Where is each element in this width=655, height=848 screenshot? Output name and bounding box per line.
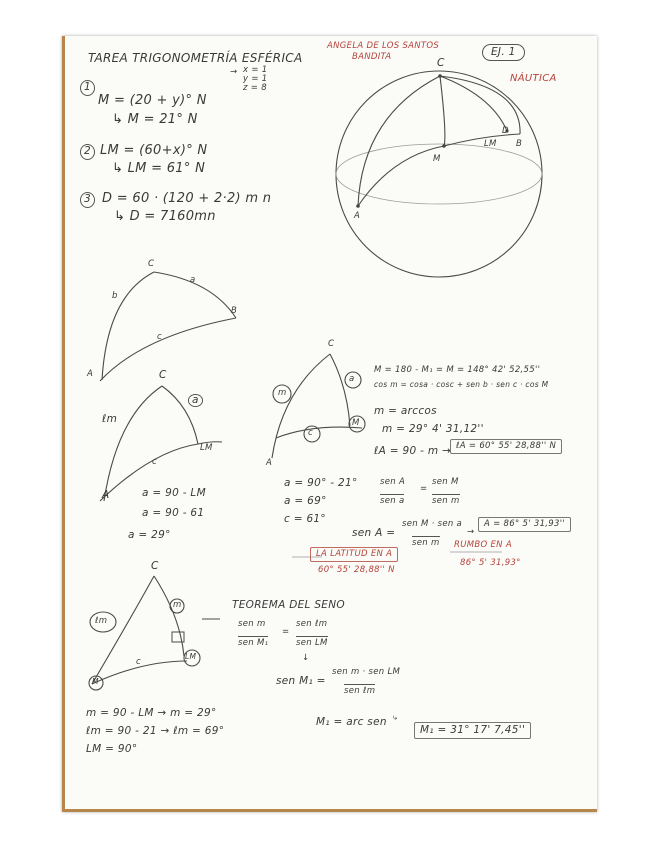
sine-law-d1: sen M₁ [238,638,269,648]
tri3-eq3: c = 61° [284,513,326,525]
meridian-m [440,76,445,146]
problem-1-number: 1 [80,80,95,96]
author-name: ANGELA DE LOS SANTOS [327,41,440,51]
tri3-right-side [330,354,350,426]
tri3-label-c-vertex: C [328,339,335,349]
tri2-label-lm: ℓm [102,413,118,425]
arrow-glyph: → [230,67,238,77]
triangle-1-figure [100,272,236,381]
problem-3-number: 3 [80,192,95,208]
sine2-den: sen m [432,496,460,506]
triangle-3-figure [272,354,365,458]
nautica-label: NÁUTICA [510,73,557,84]
sine-law-d2: sen LM [296,638,328,648]
tri4-right-side [154,576,184,656]
tri4-label-M: M [92,677,99,686]
tri3-base [276,427,362,438]
meridian-lm [440,76,507,131]
tri3-eq2: a = 69° [284,495,327,507]
tri3-label-m: m [278,388,287,398]
figures [62,36,597,812]
tri2-label-a-vertex: A [102,489,110,501]
sphere-label-d: D [502,126,509,136]
tri1-label-b-vertex: B [231,306,238,316]
sine1-den: sen a [380,496,405,506]
tri3-label-a: a [349,374,355,384]
problem-2-line1: LM = (60+x)° N [100,143,208,158]
tri1-label-a: a [190,275,196,285]
heading-value: 86° 5' 31,93° [460,558,521,568]
tri1-side-b [102,272,154,380]
point-m [442,144,446,148]
tri1-label-c-vertex: C [148,259,155,269]
meridian-a [358,76,440,206]
tri1-side-c [100,318,236,381]
value-x: x = 1 [243,65,268,75]
calc-latitude-box: ℓA = 60° 55' 28,88'' N [450,439,562,454]
sine-law-eq-glyph: = [282,627,290,637]
heading-title: RUMBO EN A [454,540,512,550]
problem-2-line2: ↳ LM = 61° N [112,161,206,176]
calc-line4: m = 29° 4' 31,12'' [382,423,484,435]
sine-law-num: sen m · sen LM [332,667,401,677]
senA-left: sen A = [352,527,396,539]
author-surname: BANDITA [352,52,392,62]
value-y: y = 1 [243,74,268,84]
tri4-label-LM: LM [185,652,197,661]
sine-law-down-arrow: ↓ [302,653,310,663]
tri2-label-c-vertex: C [159,369,167,381]
sine1-num: sen A [380,477,406,487]
senA-box: A = 86° 5' 31,93'' [478,517,571,532]
tri3-label-M: M [352,418,360,428]
senA-num: sen M · sen a [402,519,463,529]
tri4-label-lm: ℓm [95,616,108,626]
sphere-equator [336,144,542,204]
sine-law-arc: M₁ = arc sen [316,716,387,728]
sine-law-arrow2: ⤷ [392,713,398,723]
sine-law-n2: sen ℓm [296,619,328,629]
problem-2-number: 2 [80,144,95,160]
tri3-eq1: a = 90° - 21° [284,477,358,489]
sine-law-den: sen ℓm [344,686,376,696]
sine-law-title: TEOREMA DEL SENO [232,599,345,611]
senA-den: sen m [412,538,440,548]
sine-law-left: sen M₁ = [276,675,326,687]
notebook-page [62,36,597,812]
tri3-label-c: c [308,428,313,438]
sphere-label-a: A [354,211,361,221]
tri2-label-c: c [152,457,157,467]
tri4-right-angle [172,632,184,642]
value-z: z = 8 [243,83,267,93]
calc-line2: cos m = cosa · cosc + sen b · sen c · cos M [374,380,549,389]
sine-law-result: M₁ = 31° 17' 7,45'' [414,722,531,739]
tri1-label-c: c [157,332,162,342]
problem-3-line1: D = 60 · (120 + 2·2) m n [102,191,272,206]
senA-arrow: → [467,527,475,537]
tri4-left-side [92,576,154,684]
tri3-left-side [272,354,330,458]
tri4-label-c-vertex: C [151,560,159,572]
tri3-label-a-vertex: A [266,458,273,468]
sphere-outline [336,71,542,277]
problem-1-line2: ↳ M = 21° N [112,112,198,127]
sine2-num: sen M [432,477,459,487]
tri4-label-c: c [136,657,141,667]
sphere-figure [336,71,542,277]
page-title: TAREA TRIGONOMETRÍA ESFÉRICA [88,51,303,65]
exercise-label: EJ. 1 [482,44,525,61]
tri2-left-side [104,386,162,501]
problem-1-line1: M = (20 + y)° N [98,93,207,108]
point-a [356,204,360,208]
latitude-value: 60° 55' 28,88'' N [318,565,395,575]
triangle-4-figure [89,576,200,690]
tri2-eq1: a = 90 - LM [142,487,206,499]
calc-line1: M = 180 - M₁ = M = 148° 42' 52,55'' [374,365,541,375]
latitude-title: LA LATITUD EN A [310,547,398,562]
calc-line5: ℓA = 90 - m → [374,445,452,457]
sphere-label-c: C [437,57,445,69]
tri2-eq3: a = 29° [128,529,171,541]
tri4-label-m: m [173,600,182,610]
sine-eq-glyph: = [420,484,428,494]
sphere-label-b: B [516,139,523,149]
tri4-eq3: LM = 90° [86,743,138,755]
tri1-label-b: b [112,291,118,301]
tri2-label-lm2: LM [200,443,213,453]
sine-law-n1: sen m [238,619,266,629]
tri1-label-a-vertex: A [87,369,94,379]
tri4-eq2: ℓm = 90 - 21 → ℓm = 69° [86,725,225,737]
tri2-eq2: a = 90 - 61 [142,507,205,519]
tri2-label-a: a [188,394,203,407]
problem-3-line2: ↳ D = 7160mn [114,209,216,224]
sphere-label-m: M [433,154,441,164]
sphere-label-lm: LM [484,139,497,149]
point-c [438,74,442,78]
tri4-eq1: m = 90 - LM → m = 29° [86,707,217,719]
calc-line3: m = arccos [374,405,437,417]
